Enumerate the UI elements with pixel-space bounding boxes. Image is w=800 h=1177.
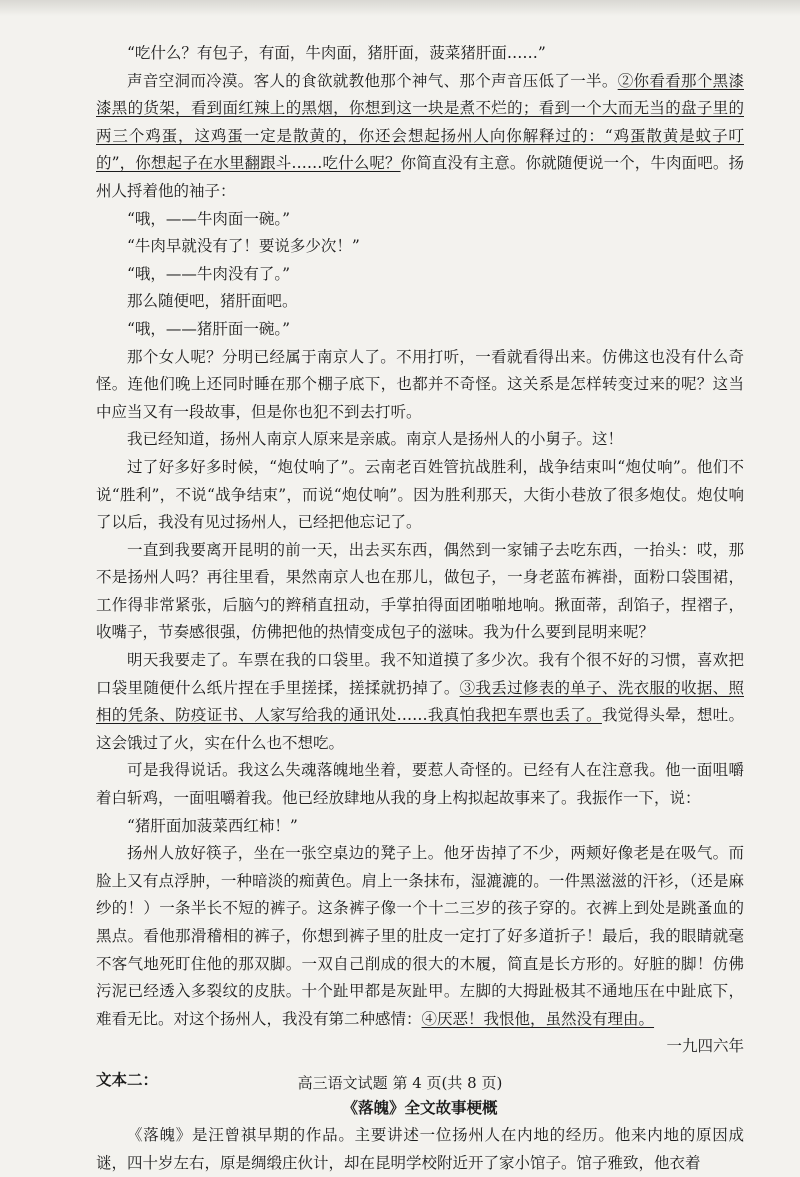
text-span: 明天我要走了。车票在我的口袋里。我不知道摸了多少次。我有个很不好的习惯，喜欢把口袋里随便什么纸片捏在手里搓揉，搓揉就扔掉了。 [96,651,744,697]
text-span: 我觉得头晕，想吐。这会饿过了火，实在什么也不想吃。 [96,706,744,752]
text-span: 一九四六年 [666,1037,744,1056]
text-span: 过了好多好多时候，“炮仗响了”。云南老百姓管抗战胜利，战争结束叫“炮仗响”。他们不说“胜利”，不说“战争结束”，而说“炮仗响”。因为胜利那天，大街小巷放了很多炮仗。炮仗响了以后，我没有见过扬州人，已经把他忘记了。 [96,457,744,532]
scan-edge [0,0,800,16]
section-title [96,1095,744,1123]
text-span: “哦，——牛肉没有了。” [127,264,291,283]
text-span: 你简直没有主意。你就随便说一个，牛肉面吧。扬州人捋着他的袖子： [96,154,744,200]
paragraph [96,233,744,261]
paragraph [96,537,744,647]
underlined-sentence: ④厌恶！我恨他，虽然没有理由。 [421,1009,655,1028]
paragraph [96,813,744,841]
text-span: 文本二： [96,1070,159,1089]
text-span: “吃什么？有包子，有面，牛肉面，猪肝面，菠菜猪肝面……” [127,44,546,62]
text-span: 那个女人呢？分明已经属于南京人了。不用打听，一看就看得出来。仿佛这也没有什么奇怪。连他们晚上还同时睡在那个棚子底下，也都并不奇怪。这关系是怎样转变过来的呢？这当中应当又有一段故事，但是你也犯不到去打听。 [96,347,744,421]
underlined-sentence: ③我丢过修表的单子、洗衣服的收据、照相的凭条、防疫证书、人家写给我的通讯处……我真怕我把车票也丢了。 [96,678,744,725]
text-span: 我已经知道，扬州人南京人原来是亲戚。南京人是扬州人的小舅子。这！ [127,430,624,449]
paragraph [96,316,744,344]
text-span: “哦，——猪肝面一碗。” [127,319,291,338]
paragraph [96,1122,744,1177]
paragraph [96,288,744,316]
text-span: “猪肝面加菠菜西红柿！” [127,816,298,835]
text-span: 《落魄》全文故事梗概 [342,1098,498,1117]
text-span: 可是我得说话。我这么失魂落魄地坐着，要惹人奇怪的。已经有人在注意我。他一面咀嚼着白斩鸡，一面咀嚼着我。他已经放肆地从我的身上构拟起故事来了。我振作一下，说： [96,761,744,808]
page-footer: 高三语文试题 第 4 页(共 8 页) [297,1074,503,1092]
paragraph [96,40,744,68]
text-span: 一直到我要离开昆明的前一天，出去买东西，偶然到一家铺子去吃东西，一抬头：哎，那不是扬州人吗？再往里看，果然南京人也在那儿，做包子，一身老蓝布裤褂，面粉口袋围裙，工作得非常紧张，后脑勺的辫稍直扭动，手掌拍得面团啪啪地响。揪面蒂，刮馅子，捏褶子，收嘴子，节奏感很强，仿佛把他的热情变成包子的滋味。我为什么要到昆明来呢？ [96,540,744,642]
paragraph [96,757,744,812]
underlined-sentence: ②你看看那个黑漆漆黑的货架，看到面红辣上的黑烟，你想到这一块是煮不烂的；看到一个大而无当的盘子里的两三个鸡蛋，这鸡蛋一定是散黄的，你还会想起扬州人向你解释过的：“鸡蛋散黄是蚊子叮的”，你想起子在水里翻跟斗……吃什么呢？ [96,71,744,173]
paragraph [96,344,744,427]
paragraph [96,454,744,537]
paragraph [96,647,744,757]
paragraph [96,206,744,234]
text-span: 扬州人放好筷子，坐在一张空桌边的凳子上。他牙齿掉了不少，两颊好像老是在吸气。而脸上又有点浮肿，一种暗淡的痴黄色。肩上一条抹布，湿漉漉的。一件黑滋滋的汗衫，（还是麻纱的！）一条半长不短的裤子。这条裤子像一个十二三岁的孩子穿的。衣裤上到处是跳蚤血的黑点。看他那滑稽相的裤子，你想到裤子里的肚皮一定打了好多道折子！最后，我的眼睛就毫不客气地死盯住他的那双脚。一双自己削成的很大的木履，简直是长方形的。好脏的脚！仿佛污泥已经透入多裂纹的皮肤。十个趾甲都是灰趾甲。左脚的大拇趾极其不通地压在中趾底下，难看无比。对这个扬州人，我没有第二种感情： [96,844,744,1028]
article-body [96,40,744,1177]
paragraph [96,426,744,454]
text-span: 那么随便吧，猪肝面吧。 [127,292,298,311]
paragraph [96,68,744,206]
text-span: “牛肉早就没有了！要说多少次！” [127,237,360,256]
date-line [96,1033,744,1061]
text-span: “哦，——牛肉面一碗。” [127,209,291,228]
paragraph [96,840,744,1033]
text-span: 《落魄》是汪曾祺早期的作品。主要讲述一位扬州人在内地的经历。他来内地的原因成谜，四十岁左右，原是绸缎庄伙计，却在昆明学校附近开了家小馆子。馆子雅致，他衣着 [96,1126,744,1172]
text-span: 声音空洞而冷漠。客人的食欲就教他那个神气、那个声音压低了一半。 [127,71,618,90]
paragraph [96,261,744,289]
